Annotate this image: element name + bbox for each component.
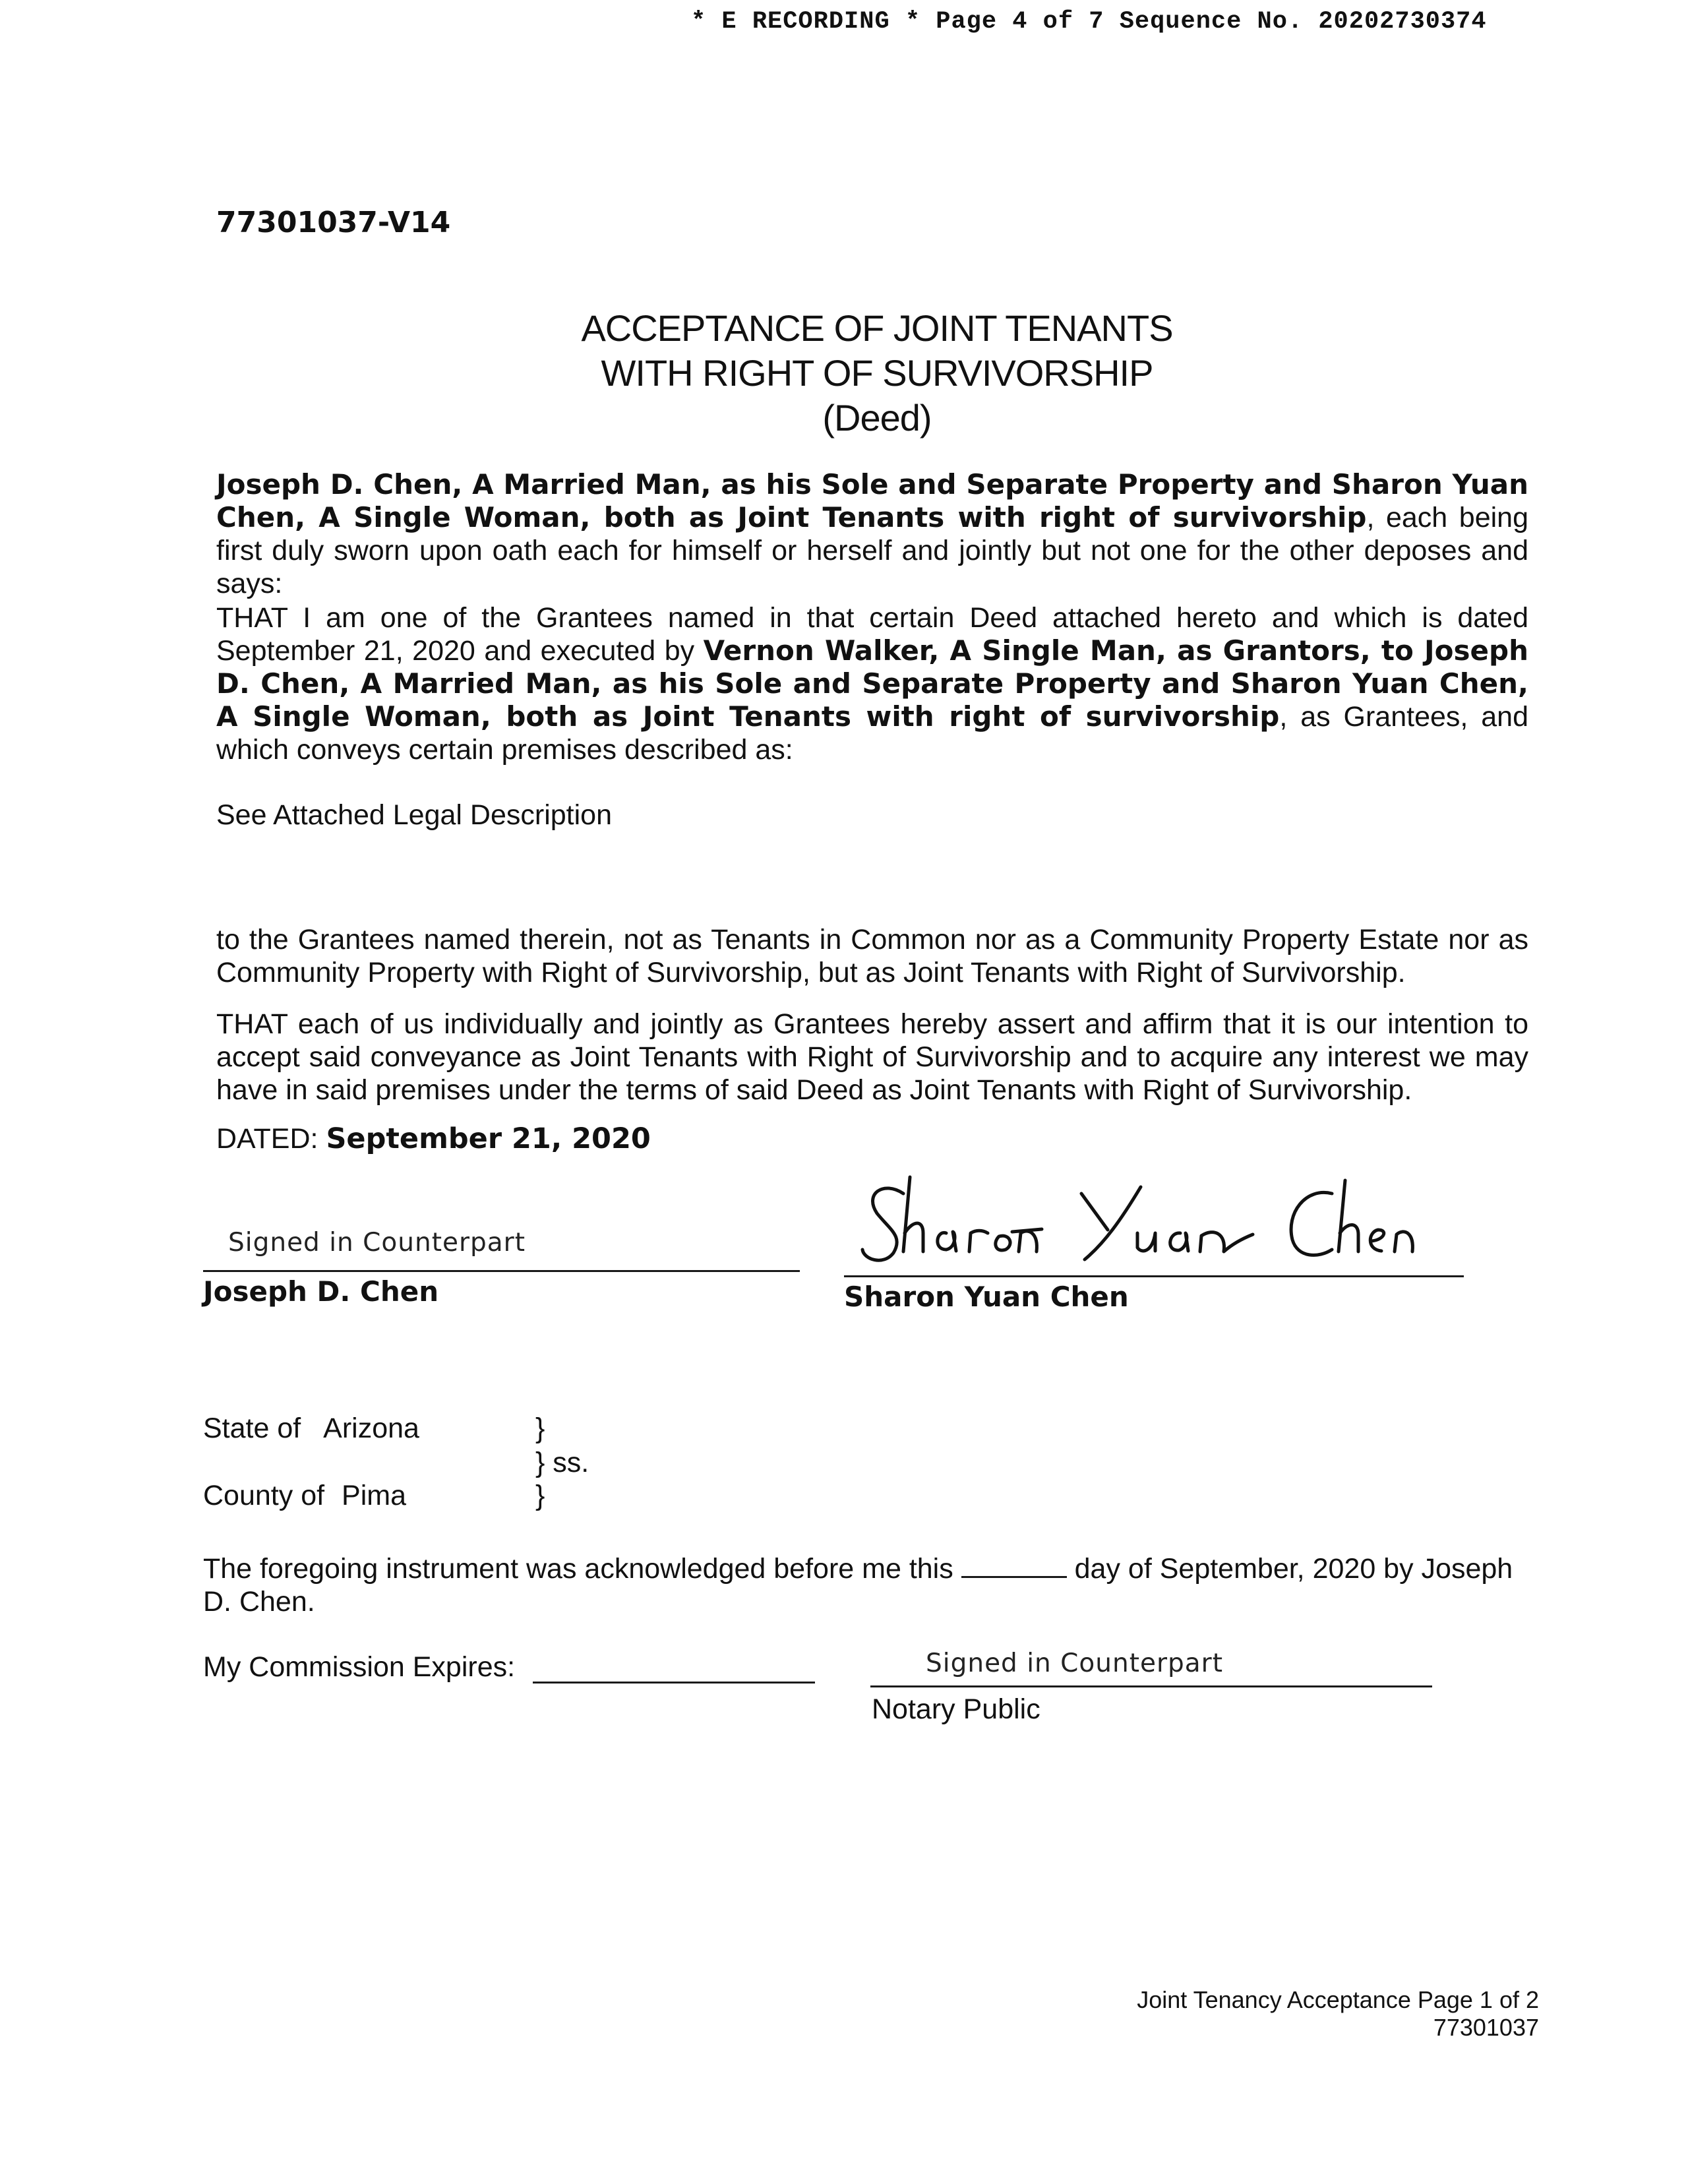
deed-parties-bold: Vernon Walker, A Single Man, as Grantors, to Joseph D. Chen, A Married Man, as his Sole and Separate Property and Sharon Yuan Chen, A Single Woman, both as Joint Tenants with right of survivorship <box>216 634 1528 733</box>
footer-page-label: Joint Tenancy Acceptance Page 1 of 2 <box>1137 1986 1539 2013</box>
title-line-2: WITH RIGHT OF SURVIVORSHIP <box>601 352 1153 394</box>
left-signature-line <box>203 1270 800 1272</box>
commission-blank-line <box>533 1682 815 1684</box>
recording-header: * E RECORDING * Page 4 of 7 Sequence No. 20202730374 <box>691 8 1487 36</box>
county-label: County of <box>203 1480 325 1511</box>
deed-part-1: THAT I am one of the Grantees named in that certain Deed attached hereto and which is dated September 21, 2020 and executed by <box>216 602 1528 667</box>
sharon-signature-text: Sharon Yuan Chen <box>857 1167 863 1168</box>
title-line-1: ACCEPTANCE OF JOINT TENANTS <box>581 307 1173 349</box>
footer-order-number: 77301037 <box>1433 2014 1539 2041</box>
state-row <box>203 1412 419 1445</box>
acknowledgment-part-1: The foregoing instrument was acknowledged before me this <box>203 1553 961 1585</box>
dated-label: DATED: <box>216 1123 326 1155</box>
dated-line <box>216 1122 651 1155</box>
document-title <box>330 306 1424 440</box>
notary-signed-in-counterpart: Signed in Counterpart <box>926 1649 1223 1678</box>
paragraph-deed-description <box>216 601 1528 766</box>
left-signed-in-counterpart: Signed in Counterpart <box>228 1228 526 1258</box>
notary-public-label: Notary Public <box>872 1693 1040 1725</box>
venue-brace-ss: } ss. <box>535 1447 589 1478</box>
commission-label: My Commission Expires: <box>203 1651 516 1683</box>
notary-signature-line <box>870 1685 1432 1687</box>
legal-description: See Attached Legal Description <box>216 799 613 831</box>
venue-brace-1: } <box>535 1412 545 1444</box>
acknowledgment-day-blank <box>961 1552 1067 1578</box>
county-value: Pima <box>342 1480 406 1511</box>
sharon-signature <box>857 1167 1437 1273</box>
affiants-rest: , each being first duly sworn upon oath each for himself or herself and jointly but not one for the other deposes and says: <box>216 502 1528 599</box>
left-signer-name: Joseph D. Chen <box>203 1275 439 1308</box>
document-id: 77301037-V14 <box>216 206 451 239</box>
county-row <box>203 1480 406 1512</box>
affiants-bold: Joseph D. Chen, A Married Man, as his Sole and Separate Property and Sharon Yuan Chen, A Single Woman, both as Joint Tenants with right of survivorship <box>216 468 1528 533</box>
acknowledgment-part-2: day of September, 2020 by Joseph D. Chen. <box>203 1553 1513 1618</box>
acknowledgment-paragraph <box>203 1552 1528 1618</box>
paragraph-affiants <box>216 468 1528 600</box>
state-value: Arizona <box>323 1412 419 1444</box>
deed-part-2: , as Grantees, and which conveys certain premises described as: <box>216 701 1528 766</box>
paragraph-intention: THAT each of us individually and jointly as Grantees hereby assert and affirm that it is our intention to accept said conveyance as Joint Tenants with Right of Survivorship and to acquire any interest we may have in said premises under the terms of said Deed as Joint Tenants with Right of Survivorship. <box>216 1008 1528 1106</box>
venue-brace-3: } <box>535 1480 545 1511</box>
dated-value: September 21, 2020 <box>326 1122 651 1155</box>
state-label: State of <box>203 1412 301 1444</box>
title-line-3: (Deed) <box>822 397 932 439</box>
right-signer-name: Sharon Yuan Chen <box>844 1281 1129 1313</box>
paragraph-tenancy: to the Grantees named therein, not as Tenants in Common nor as a Community Property Estate nor as Community Property with Right of Survivorship, but as Joint Tenants with Right of Survivorship. <box>216 924 1528 988</box>
right-signature-line <box>844 1275 1464 1277</box>
